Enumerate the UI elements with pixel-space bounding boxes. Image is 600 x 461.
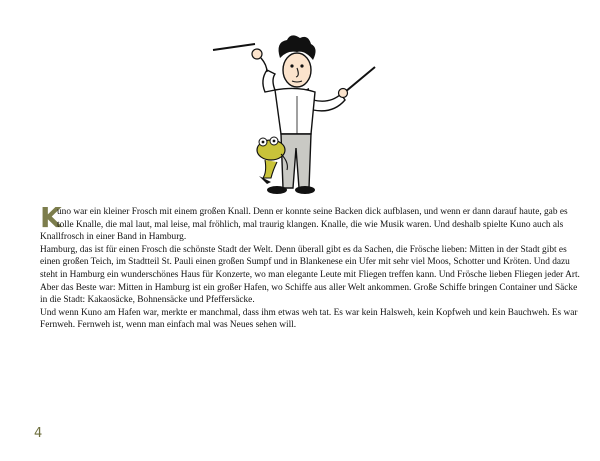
first-paragraph (40, 201, 585, 244)
drop-cap: K (40, 201, 62, 234)
first-paragraph-text: uno war ein kleiner Frosch mit einem großen Knall. Denn er konnte seine Backen dick aufblasen, und wenn er dann darauf haute, gab es tolle Knalle, die mal laut, mal leise, mal fröhlich, mal traurig klangen. Knalle, die wie Musik waren. Und deshalb spielte Kuno auch als Knallfrosch in einer Band in Hamburg. (40, 207, 568, 243)
story-text (40, 201, 585, 332)
paragraph-hamburg: Hamburg, das ist für einen Frosch die schönste Stadt der Welt. Denn überall gibt es da Sachen, die Frösche lieben: Mitten in der Stadt gibt es einen großen Teich, im Stadtteil St. Pauli einen großen Sumpf und in Blankenese ein Ufer mit sehr viel Moos, Schotter und Kröten. Und dazu steht in Hamburg ein wunderschönes Haus für Konzerte, wo man elegante Leute mit Fliegen treffen kann. Und Frösche lieben Fliegen jeder Art. Aber das Beste war: Mitten in Hamburg ist ein großer Hafen, wo Schiffe aus aller Welt ankommen. Große Schiffe bringen Container und Säcke in die Stadt: Kakaosäcke, Bohnensäcke und Pfeffersäcke. (40, 244, 580, 306)
conductor-with-frog-icon (205, 30, 385, 200)
page-number: 4 (34, 426, 43, 441)
paragraph-fernweh: Und wenn Kuno am Hafen war, merkte er manchmal, dass ihm etwas weh tat. Es war kein Halsweh, kein Kopfweh und kein Bauchweh. Es war Fernweh. Fernweh ist, wenn man einfach mal was Neues sehen will. (40, 307, 578, 331)
